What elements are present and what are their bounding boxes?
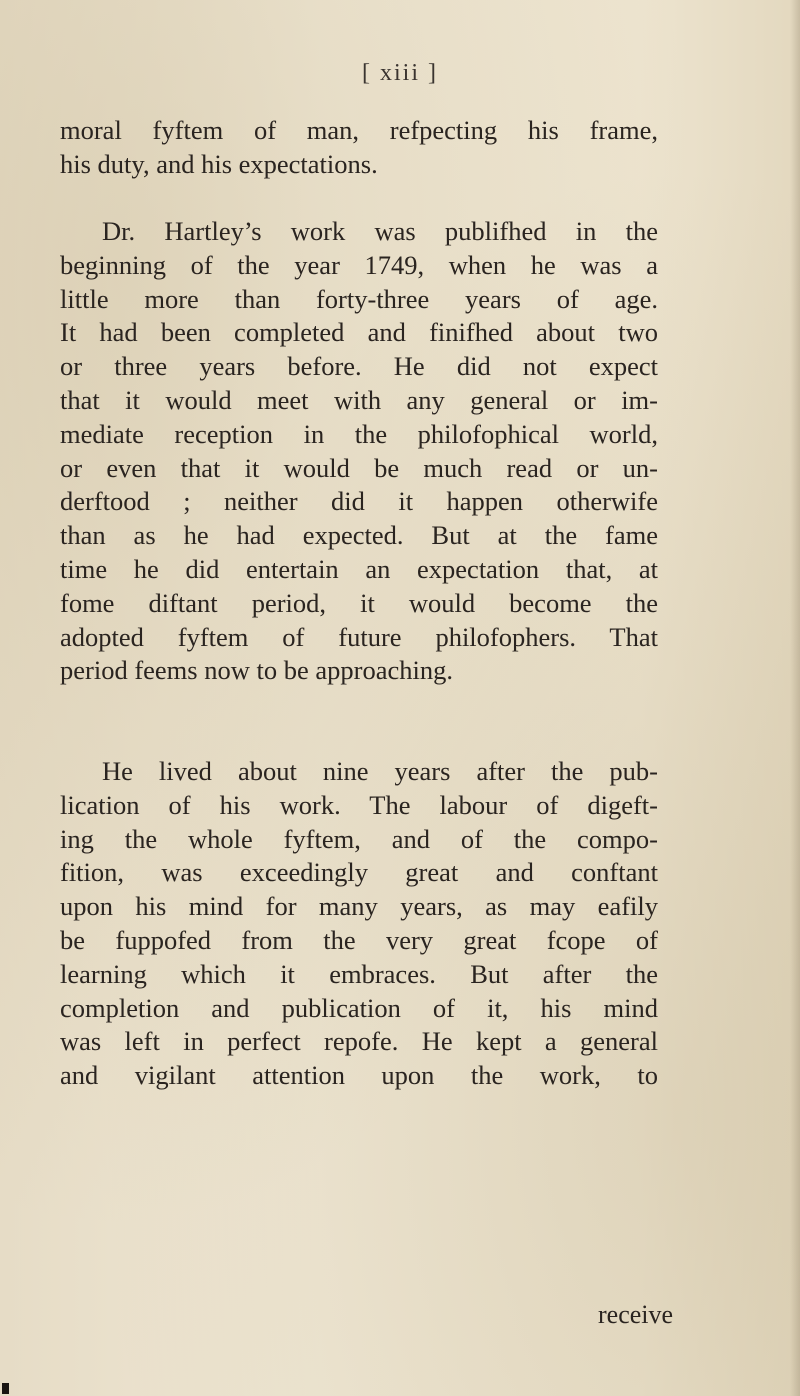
text-line: little more than forty-three years of age.	[60, 283, 658, 314]
text-line: derftood ; neither did it happen otherwife	[60, 486, 658, 517]
text-line: and vigilant attention upon the work, to	[60, 1060, 658, 1091]
text-line: or even that it would be much read or un-	[60, 452, 658, 483]
corner-ink-mark	[2, 1383, 9, 1394]
text-line: fome diftant period, it would become the	[60, 587, 658, 618]
text-line: Dr. Hartley’s work was publifhed in the	[102, 216, 658, 246]
page-edge-shadow	[790, 0, 800, 1396]
text-line: adopted fyftem of future philofophers. That	[60, 621, 658, 652]
text-line: mediate reception in the philofophical world,	[60, 418, 658, 449]
text-line: fition, was exceedingly great and conftant	[60, 857, 658, 888]
text-line: or three years before. He did not expect	[60, 351, 658, 382]
text-line: beginning of the year 1749, when he was a	[60, 249, 658, 280]
paragraph-2	[60, 215, 658, 688]
text-line: moral fyftem of man, refpecting his frame,	[60, 115, 658, 145]
text-line: upon his mind for many years, as may eafily	[60, 891, 658, 922]
text-line: He lived about nine years after the pub-	[102, 756, 658, 786]
text-line: lication of his work. The labour of digeft-	[60, 789, 658, 820]
page-header: [ xiii ]	[362, 60, 438, 86]
catchword: receive	[598, 1300, 674, 1329]
text-line: learning which it embraces. But after the	[60, 958, 658, 989]
text-line: completion and publication of it, his mind	[60, 992, 658, 1023]
text-line: period feems now to be approaching.	[60, 655, 453, 686]
text-line: his duty, and his expectations.	[60, 148, 378, 179]
text-line: ing the whole fyftem, and of the compo-	[60, 823, 658, 854]
text-line: was left in perfect repofe. He kept a general	[60, 1026, 658, 1057]
text-line: be fuppofed from the very great fcope of	[60, 924, 658, 955]
paragraph-1	[60, 114, 658, 182]
text-line: than as he had expected. But at the fame	[60, 520, 658, 551]
text-line: that it would meet with any general or im-	[60, 384, 658, 415]
text-line: time he did entertain an expectation that, at	[60, 553, 658, 584]
paragraph-3	[60, 755, 658, 1093]
text-line: It had been completed and finifhed about two	[60, 317, 658, 348]
